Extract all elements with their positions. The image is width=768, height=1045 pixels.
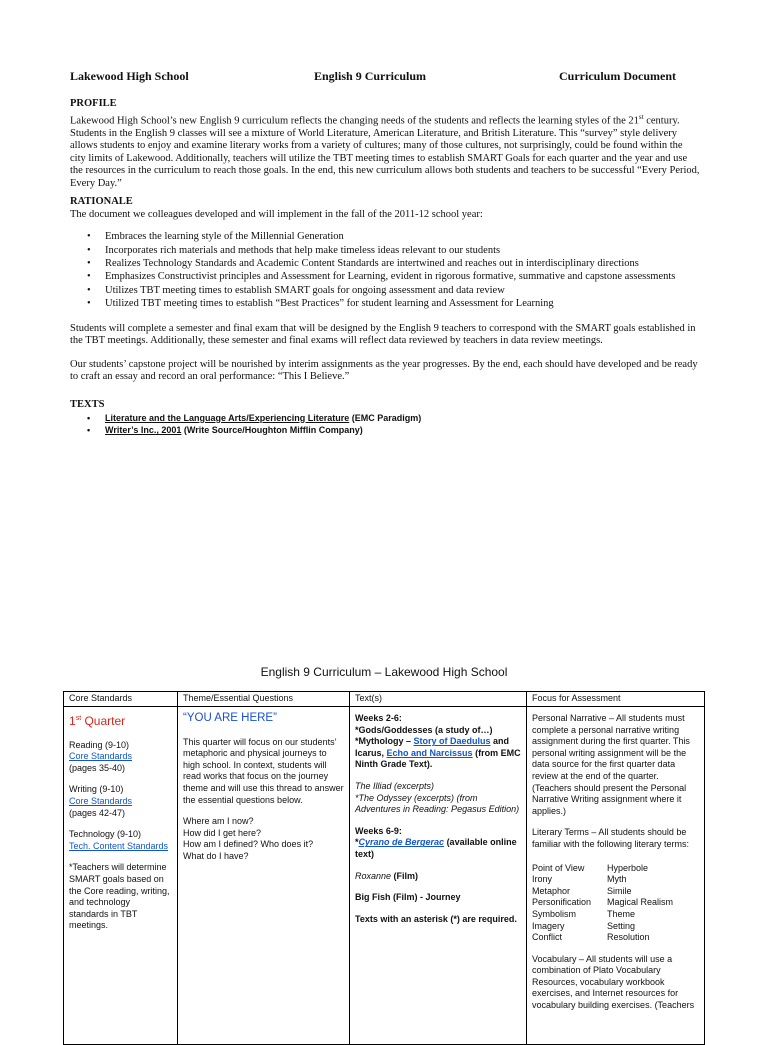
quarter-sup: st xyxy=(75,715,82,722)
myth-and: and Icarus, xyxy=(355,736,510,758)
curriculum-table xyxy=(63,691,705,1045)
literary-term: Simile xyxy=(607,885,632,896)
question: How am I defined? Who does it? xyxy=(183,839,314,850)
cyrano-link[interactable]: Cyrano de Bergerac xyxy=(358,837,445,848)
technology-standards xyxy=(69,829,172,852)
texts-section xyxy=(70,399,700,437)
document-header xyxy=(70,69,710,83)
header-core-standards: Core Standards xyxy=(64,692,178,707)
profile-text-part1: Lakewood High School’s new English 9 curriculum reflects the changing needs of the students and reflects the learning styles of the 21 xyxy=(70,115,639,127)
roxanne-title: Roxanne xyxy=(355,870,392,881)
school-name: Lakewood High School xyxy=(70,69,189,83)
header-theme: Theme/Essential Questions xyxy=(178,692,350,707)
literary-term: Magical Realism xyxy=(607,897,674,908)
theme-cell xyxy=(178,707,350,1045)
quarter-number: 1 xyxy=(69,714,76,728)
reading-standards xyxy=(69,740,172,775)
texts-list xyxy=(70,412,700,437)
literary-term: Point of View xyxy=(532,862,585,873)
table-header-row xyxy=(64,692,705,707)
literary-terms-intro: Literary Terms – All students should be familiar with the following literary terms: xyxy=(532,827,690,849)
weeks-label: Weeks 2-6: xyxy=(355,713,402,723)
question: How did I get here? xyxy=(183,827,262,838)
epic-block xyxy=(355,781,521,816)
literary-term: Personification xyxy=(532,897,592,908)
cyrano-star: * xyxy=(355,837,359,848)
vocabulary-note: Vocabulary – All students will use a combination of Plato Vocabulary Resources, vocabulary workbook exercises, and Internet resources for vocabulary building exercises. (Teachers xyxy=(532,953,695,1011)
literary-term: Resolution xyxy=(607,932,650,943)
reading-label: Reading (9-10) xyxy=(69,739,130,750)
writing-standards-link[interactable]: Core Standards xyxy=(69,795,133,806)
texts-heading: TEXTS xyxy=(70,399,105,410)
focus-cell xyxy=(527,707,705,1045)
rationale-para2: Our students’ capstone project will be nourished by interim assignments as the year progresses. By the end, each should have developed and be ready to craft an essay and record an oral performance: “This I Believe.” xyxy=(70,358,698,383)
literary-term: Hyperbole xyxy=(607,862,649,873)
weeks-label: Weeks 6-9: xyxy=(355,825,402,836)
writing-label: Writing (9-10) xyxy=(69,784,124,795)
curriculum-name: English 9 Curriculum xyxy=(314,69,427,83)
text-title: Writer’s Inc., 2001 xyxy=(105,425,182,436)
writing-pages: (pages 42-47) xyxy=(69,807,126,818)
daedulus-link[interactable]: Story of Daedulus xyxy=(413,736,491,747)
reading-pages: (pages 35-40) xyxy=(69,762,126,773)
iliad-text: The Illiad (excerpts) xyxy=(355,780,435,791)
theme-description: This quarter will focus on our students’ metaphoric and physical journeys to high school. In context, students will read works that focus on the journey theme and will use this thread to answer the essential questions below. xyxy=(183,736,344,805)
header-texts: Text(s) xyxy=(350,692,527,707)
list-item: • Incorporates rich materials and methods that help make timeless ideas relevant to our students xyxy=(70,244,700,257)
list-item: • Utilizes TBT meeting times to establish SMART goals for ongoing assessment and data review xyxy=(70,284,700,297)
literary-term: Irony xyxy=(532,874,553,885)
mythology-line xyxy=(355,736,521,771)
reading-standards-link[interactable]: Core Standards xyxy=(69,751,133,762)
literary-term: Metaphor xyxy=(532,885,571,896)
text-title: Literature and the Language Arts/Experiencing Literature xyxy=(105,412,350,423)
asterisk-note: Texts with an asterisk (*) are required. xyxy=(355,913,517,924)
rationale-intro: The document we colleagues developed and will implement in the fall of the 2011-12 school year: xyxy=(70,208,483,220)
list-item xyxy=(70,412,700,425)
texts-cell xyxy=(350,707,527,1045)
list-item xyxy=(70,424,700,437)
personal-narrative: Personal Narrative – All students must complete a personal narrative writing assignment during the first quarter. This personal writing assignment will be the data source for the first quarter data review at the end of the quarter. (Teachers should present the Personal Narrative Writing assignment where it applies.) xyxy=(532,713,690,816)
document-type: Curriculum Document xyxy=(559,69,676,83)
list-item: • Emphasizes Constructivist principles and Assessment for Learning, evident in rigorous formative, summative and capstone assessments xyxy=(70,270,700,283)
core-standards-cell xyxy=(64,707,178,1045)
literary-term: Conflict xyxy=(532,932,563,943)
cyrano-line xyxy=(355,837,521,860)
profile-text-part2: century. Students in the English 9 classes will see a mixture of World Literature, American Literature, and British Literature. This “survey” style delivery allows students to enjoy and examine literary works from a variety of cultures; many of those cultures, not surprisingly, could be found within the city limits of Lakewood. Additionally, teachers will utilize the TBT meeting times to establish SMART Goals for each quarter and the year and use the resources in the curriculum to reach those goals. In the end, this new curriculum allows both students and teachers to be successful “Every Period, Every Day.” xyxy=(70,115,700,190)
essential-questions xyxy=(183,816,344,862)
table-row xyxy=(64,707,705,1045)
narcissus-link[interactable]: Echo and Narcissus xyxy=(386,747,473,758)
literary-term: Setting xyxy=(607,920,636,931)
profile-heading: PROFILE xyxy=(70,98,117,109)
list-item: • Utilized TBT meeting times to establish “Best Practices” for student learning and Assessment for Learning xyxy=(70,297,700,310)
quarter-label xyxy=(69,713,172,728)
myth-suffix: (from EMC Ninth Grade Text). xyxy=(355,747,521,770)
myth-prefix: *Mythology – xyxy=(355,736,414,747)
quarter-word: Quarter xyxy=(81,714,126,728)
text-publisher: (Write Source/Houghton Mifflin Company) xyxy=(181,425,363,436)
header-focus: Focus for Assessment xyxy=(527,692,705,707)
gods-goddesses: *Gods/Goddesses (a study of…) xyxy=(355,724,493,735)
tech-standards-link[interactable]: Tech. Content Standards xyxy=(69,840,169,851)
roxanne-line xyxy=(355,871,521,883)
profile-text xyxy=(70,111,700,191)
literary-term: Myth xyxy=(607,874,627,885)
theme-title: “YOU ARE HERE” xyxy=(183,712,277,724)
rationale-para1: Students will complete a semester and final exam that will be designed by the English 9 teachers to correspond with the SMART goals established in the TBT meetings. Additionally, these semester and final exams will reflect data reviewed by teachers in data review meetings. xyxy=(70,322,696,347)
weeks-6-9-block xyxy=(355,826,521,861)
question: Where am I now? xyxy=(183,816,254,827)
profile-section xyxy=(70,98,700,191)
literary-terms-grid xyxy=(532,863,699,944)
big-fish-line: Big Fish (Film) - Journey xyxy=(355,892,461,903)
list-item: • Embraces the learning style of the Millennial Generation xyxy=(70,230,700,243)
cyrano-suffix: (available online text) xyxy=(355,837,517,859)
table-title: English 9 Curriculum – Lakewood High School xyxy=(260,665,508,679)
literary-term: Theme xyxy=(607,908,636,919)
rationale-heading: RATIONALE xyxy=(70,196,133,207)
weeks-2-6-block xyxy=(355,713,521,771)
writing-standards xyxy=(69,784,172,819)
literary-term: Symbolism xyxy=(532,908,577,919)
technology-label: Technology (9-10) xyxy=(69,829,142,840)
roxanne-suffix: (Film) xyxy=(391,870,419,881)
rationale-bullets xyxy=(70,230,700,310)
question: What do I have? xyxy=(183,850,249,861)
text-publisher: (EMC Paradigm) xyxy=(349,412,422,423)
list-item: • Realizes Technology Standards and Academic Content Standards are intertwined and reaches out in interdisciplinary directions xyxy=(70,257,700,270)
rationale-section xyxy=(70,196,700,384)
odyssey-text: *The Odyssey (excerpts) (from Adventures in Reading: Pegasus Edition) xyxy=(355,792,520,815)
profile-sup: st xyxy=(638,112,644,121)
literary-term: Imagery xyxy=(532,920,565,931)
smart-goals-note: *Teachers will determine SMART goals based on the Core reading, writing, and technology standards in TBT meetings. xyxy=(69,862,170,931)
